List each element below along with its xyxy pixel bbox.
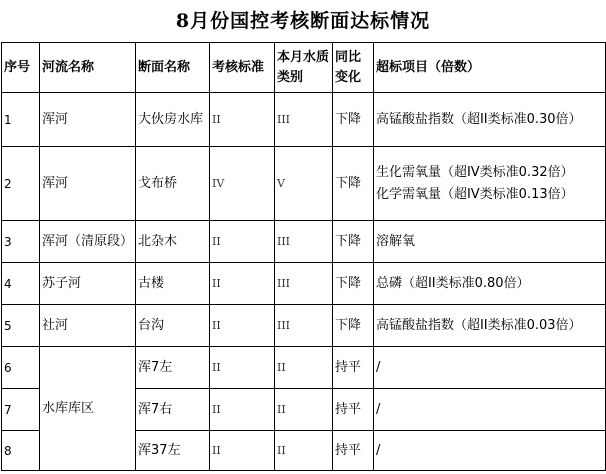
cell-section: 浑7右 [136,389,210,431]
cell-standard: IV [209,147,274,221]
cell-no: 7 [2,389,40,431]
cell-section: 大伙房水库 [136,93,210,147]
cell-section: 北杂木 [136,221,210,263]
cell-river: 社河 [39,305,135,347]
cell-standard: II [209,389,274,431]
cell-change: 下降 [332,147,373,221]
cell-category: V [274,147,332,221]
page-title: 8月份国控考核断面达标情况 [175,10,431,32]
cell-river: 浑河 [39,93,135,147]
cell-items: / [373,431,605,471]
cell-section: 古楼 [136,263,210,305]
col-header-category: 本月水质类别 [274,43,332,93]
col-header-standard: 考核标准 [209,43,274,93]
col-header-river: 河流名称 [39,43,135,93]
cell-section: 戈布桥 [136,147,210,221]
table-row [2,305,606,347]
cell-item-line: 化学需氧量（超IV类标准0.13倍） [375,186,574,202]
cell-change: 持平 [332,389,373,431]
cell-standard: II [209,431,274,471]
cell-section: 浑37左 [136,431,210,471]
cell-standard: II [209,347,274,389]
cell-no: 4 [2,263,40,305]
cell-category: III [274,263,332,305]
compliance-table [1,42,606,471]
cell-change: 下降 [332,305,373,347]
cell-no: 1 [2,93,40,147]
cell-items: / [373,389,605,431]
cell-items [373,147,605,221]
cell-change: 持平 [332,347,373,389]
cell-category: III [274,221,332,263]
cell-items: / [373,347,605,389]
table-row [2,93,606,147]
col-header-change: 同比变化 [332,43,373,93]
table-header-row [2,43,606,93]
cell-river: 浑河 [39,147,135,221]
cell-standard: II [209,305,274,347]
cell-items: 总磷（超II类标准0.80倍） [373,263,605,305]
cell-no: 3 [2,221,40,263]
cell-no: 6 [2,347,40,389]
col-header-section: 断面名称 [136,43,210,93]
cell-category: III [274,93,332,147]
cell-section: 浑7左 [136,347,210,389]
cell-change: 持平 [332,431,373,471]
cell-river: 浑河（清原段） [39,221,135,263]
cell-river: 水库库区 [39,347,135,471]
cell-section: 台沟 [136,305,210,347]
cell-category: II [274,389,332,431]
cell-change: 下降 [332,221,373,263]
cell-item-line: 生化需氧量（超IV类标准0.32倍） [375,164,574,180]
cell-change: 下降 [332,93,373,147]
cell-change: 下降 [332,263,373,305]
cell-river: 苏子河 [39,263,135,305]
table-row [2,221,606,263]
cell-standard: II [209,93,274,147]
cell-no: 5 [2,305,40,347]
cell-no: 8 [2,431,40,471]
cell-standard: II [209,221,274,263]
col-header-items: 超标项目（倍数） [373,43,605,93]
cell-category: II [274,431,332,471]
col-header-no: 序号 [2,43,40,93]
cell-items: 高锰酸盐指数（超II类标准0.30倍） [373,93,605,147]
table-row [2,347,606,389]
table-row [2,263,606,305]
cell-items: 溶解氧 [373,221,605,263]
cell-category: III [274,305,332,347]
cell-no: 2 [2,147,40,221]
cell-standard: II [209,263,274,305]
cell-items: 高锰酸盐指数（超II类标准0.03倍） [373,305,605,347]
cell-category: II [274,347,332,389]
table-row [2,147,606,221]
